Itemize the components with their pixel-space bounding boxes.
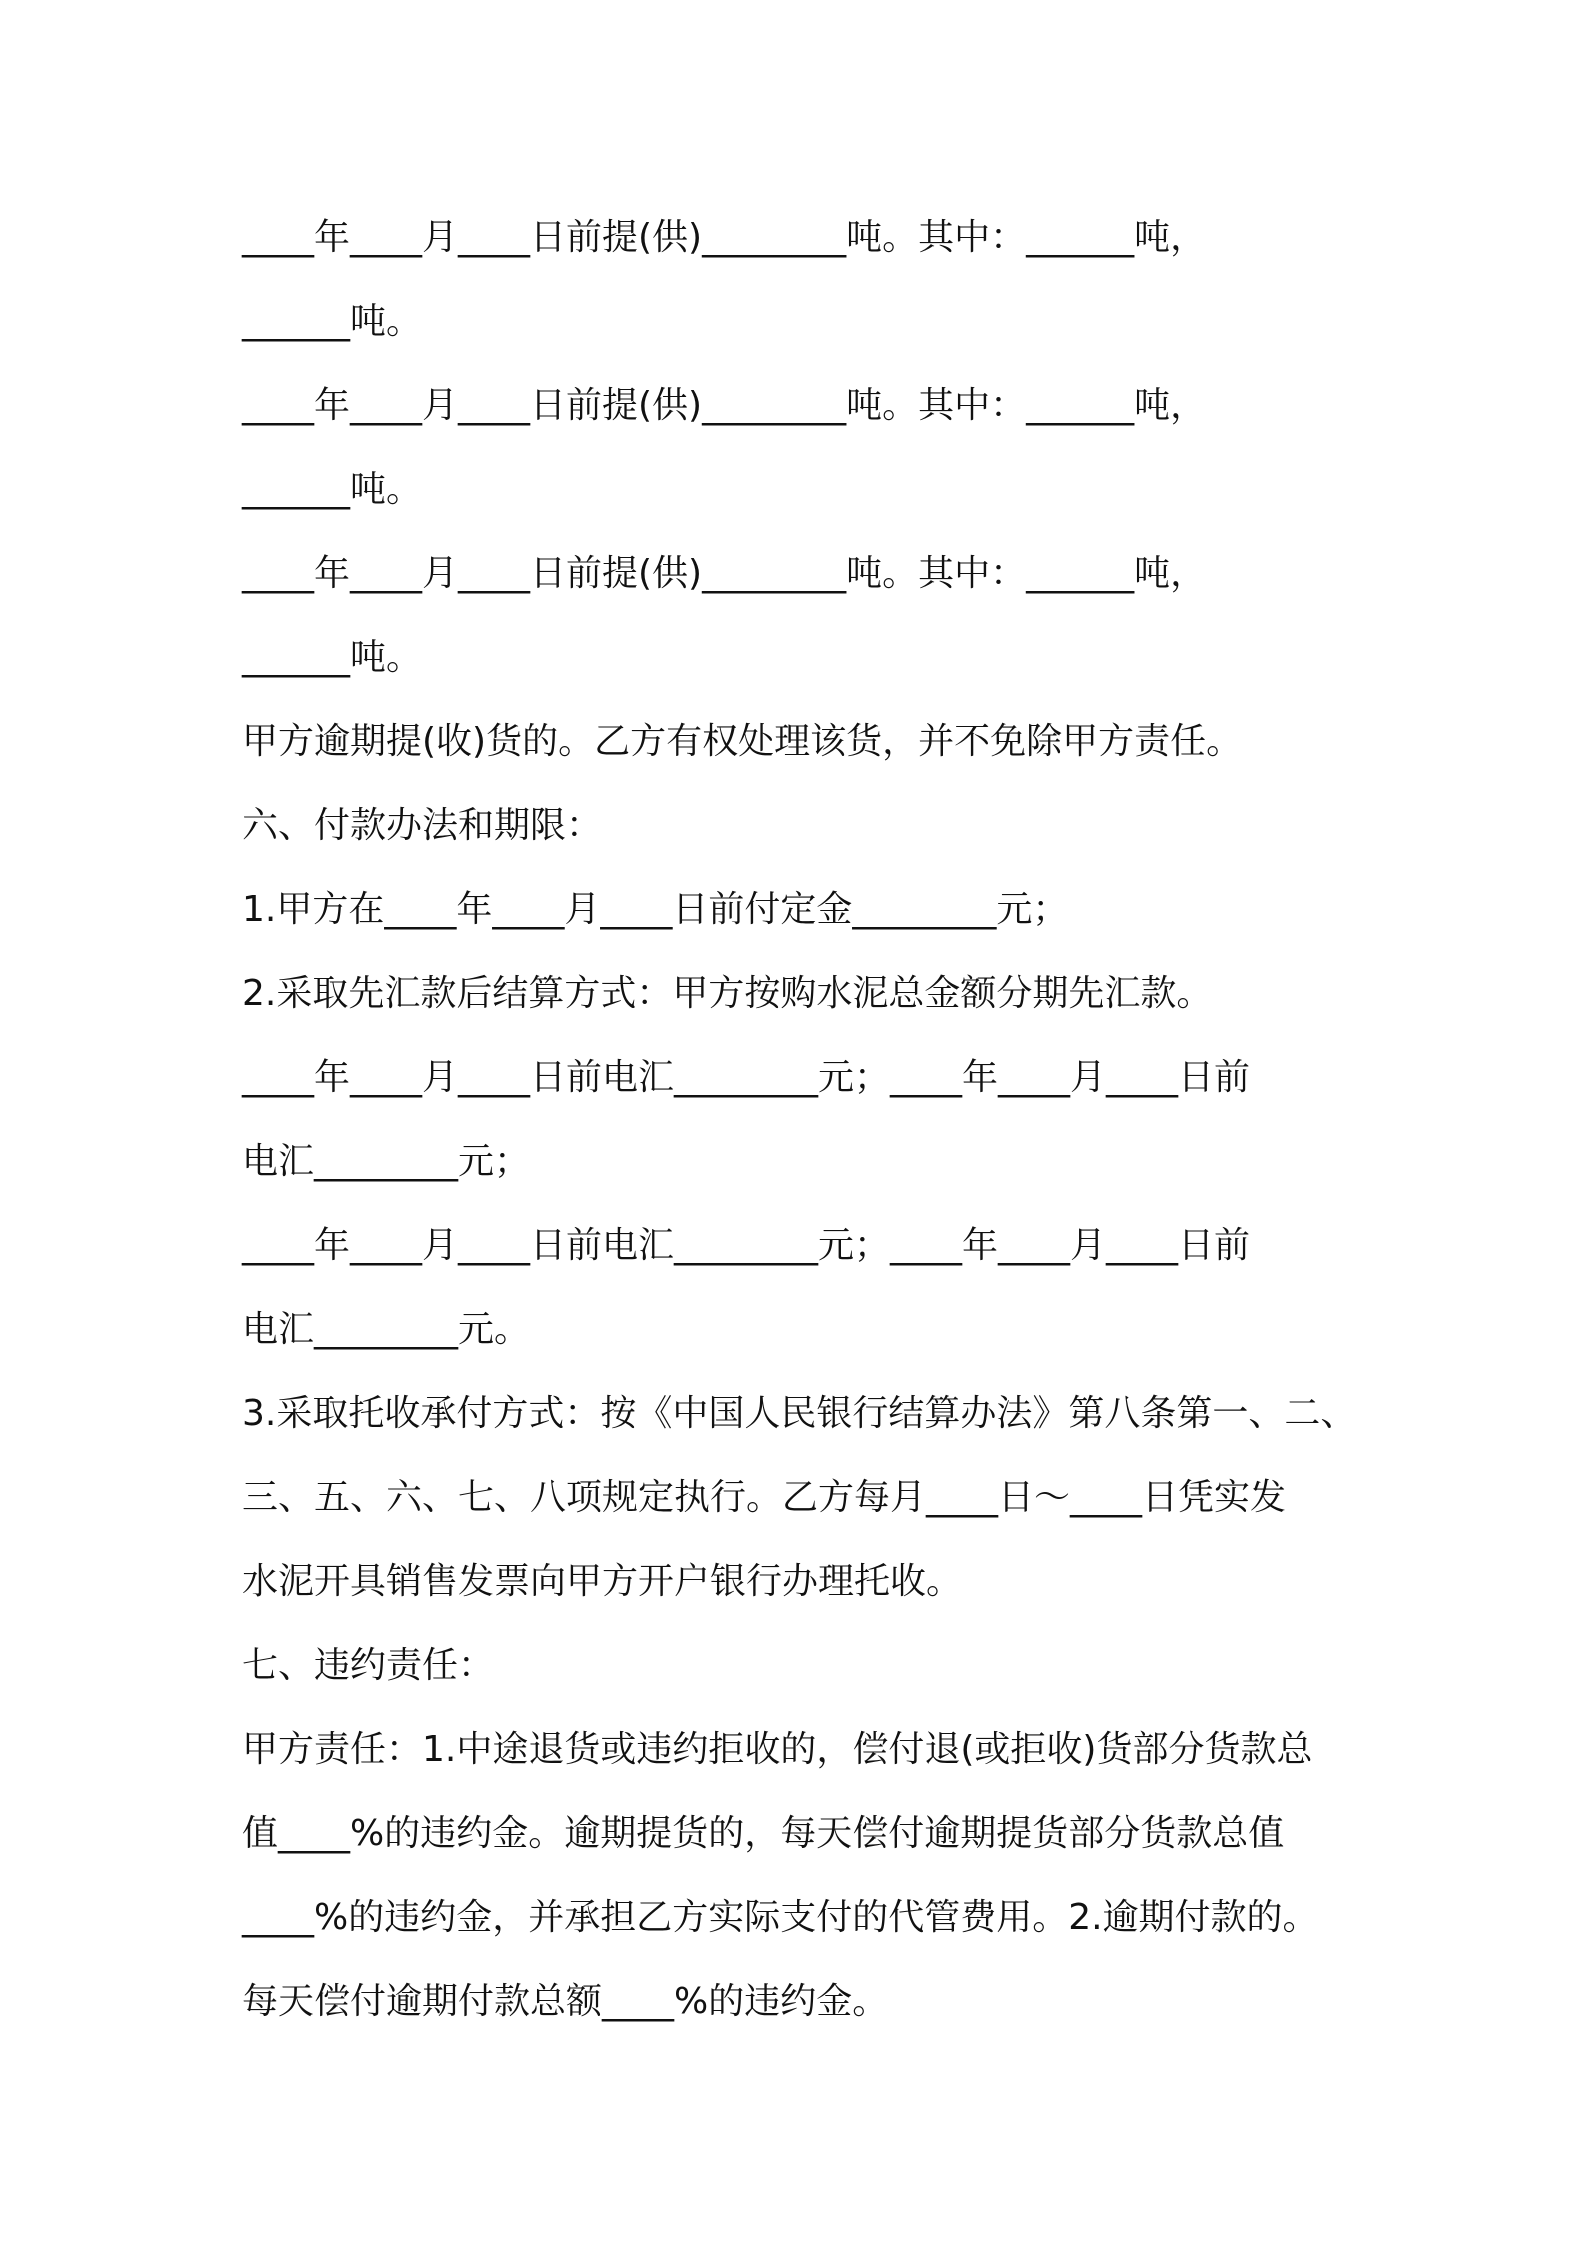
text-line: 3.采取托收承付方式：按《中国人民银行结算办法》第八条第一、二、 bbox=[242, 1393, 1357, 1434]
text-line: ____%的违约金，并承担乙方实际支付的代管费用。2.逾期付款的。 bbox=[242, 1897, 1319, 1938]
section-heading-liability: 七、违约责任： bbox=[242, 1645, 495, 1686]
text-line: 2.采取先汇款后结算方式：甲方按购水泥总金额分期先汇款。 bbox=[242, 973, 1213, 1014]
text-line: 甲方责任：1.中途退货或违约拒收的，偿付退(或拒收)货部分货款总 bbox=[242, 1729, 1313, 1770]
text-line: 电汇________元； bbox=[242, 1141, 531, 1182]
text-line: ______吨。 bbox=[242, 637, 423, 678]
text-line: 甲方逾期提(收)货的。乙方有权处理该货，并不免除甲方责任。 bbox=[242, 721, 1243, 762]
text-line: ____年____月____日前提(供)________吨。其中：______吨， bbox=[242, 217, 1207, 258]
text-line: 值____%的违约金。逾期提货的，每天偿付逾期提货部分货款总值 bbox=[242, 1813, 1285, 1854]
document-body bbox=[242, 196, 1357, 2044]
text-line: 1.甲方在____年____月____日前付定金________元； bbox=[242, 889, 1069, 930]
text-line: 每天偿付逾期付款总额____%的违约金。 bbox=[242, 1981, 889, 2022]
text-line: 三、五、六、七、八项规定执行。乙方每月____日～____日凭实发 bbox=[242, 1477, 1287, 1518]
text-line: 水泥开具销售发票向甲方开户银行办理托收。 bbox=[242, 1561, 963, 1602]
text-line: ____年____月____日前提(供)________吨。其中：______吨， bbox=[242, 553, 1207, 594]
text-line: ______吨。 bbox=[242, 469, 423, 510]
text-line: ____年____月____日前电汇________元；____年____月____日前 bbox=[242, 1225, 1251, 1266]
text-line: ______吨。 bbox=[242, 301, 423, 342]
section-heading-payment: 六、付款办法和期限： bbox=[242, 805, 603, 846]
text-line: 电汇________元。 bbox=[242, 1309, 531, 1350]
text-line: ____年____月____日前电汇________元；____年____月____日前 bbox=[242, 1057, 1251, 1098]
text-line: ____年____月____日前提(供)________吨。其中：______吨， bbox=[242, 385, 1207, 426]
